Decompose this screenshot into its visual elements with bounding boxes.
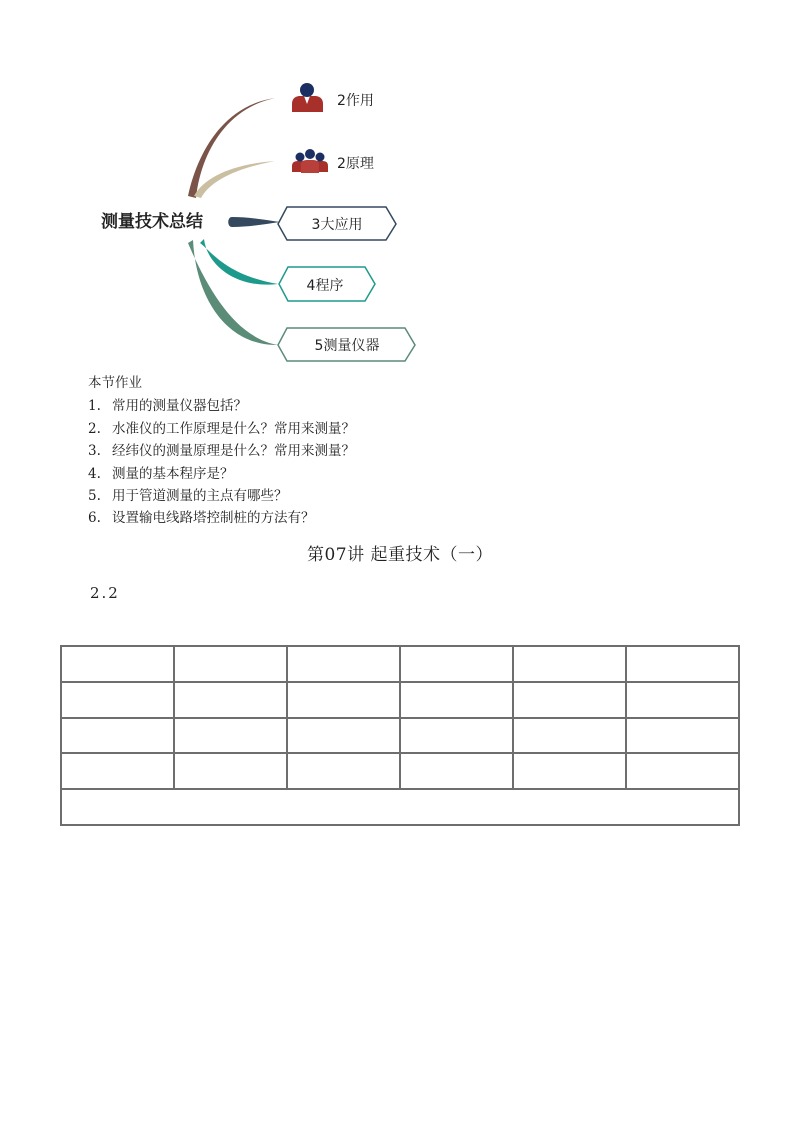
table-row [61,646,739,682]
table-cell [513,753,626,789]
homework-item [88,463,355,485]
table-cell [61,646,174,682]
table-cell [287,646,400,682]
homework-item-text: 常用的测量仪器包括？ [112,398,247,415]
homework-item-number: 3. [88,443,101,460]
homework-item-text: 经纬仪的测量原理是什么？常用来测量？ [112,443,355,460]
table-cell [626,646,739,682]
homework-item-text: 设置输电线路塔控制桩的方法有？ [112,510,315,527]
table-cell [61,753,174,789]
table-cell [400,718,513,754]
table-cell [174,753,287,789]
homework-item [88,440,355,462]
table-cell [287,753,400,789]
table-cell-merged [61,789,739,825]
homework-item-number: 5. [88,488,101,505]
mindmap-center-topic: 测量技术总结 [101,212,203,232]
branch-label-1: 2作用 [337,93,374,109]
table-cell [400,682,513,718]
table-cell [513,682,626,718]
homework-item-text: 水准仪的工作原理是什么？常用来测量？ [112,420,355,437]
table-cell [61,718,174,754]
table-row [61,753,739,789]
table-cell [174,682,287,718]
branch-connector-1 [188,98,275,198]
branch-label-4: 4程序 [306,278,344,294]
table-row [61,789,739,825]
table-row [61,682,739,718]
branch-connector-5 [188,240,278,345]
homework-item-text: 用于管道测量的主点有哪些？ [112,488,288,505]
homework-item [88,418,355,440]
mind-map [0,0,800,370]
homework-item-number: 4. [88,465,101,482]
table-cell [626,682,739,718]
table-row [61,718,739,754]
person-icon [292,83,323,112]
homework-section [88,372,355,530]
table-cell [174,718,287,754]
group-icon [292,149,328,173]
section-number: 2.2 [90,584,120,602]
table-cell [513,646,626,682]
lecture-title: 第07讲 起重技术（一） [306,545,494,565]
table-cell [287,682,400,718]
branch-connector-3 [228,217,280,227]
branch-connector-2 [194,161,275,198]
table-cell [626,753,739,789]
empty-table [60,645,740,826]
table-cell [513,718,626,754]
homework-item [88,395,355,417]
table-cell [400,646,513,682]
homework-item-number: 6. [88,510,101,527]
homework-item-number: 1. [88,398,101,415]
homework-item-text: 测量的基本程序是？ [112,465,234,482]
branch-label-2: 2原理 [337,156,374,172]
table-cell [61,682,174,718]
homework-item [88,485,355,507]
homework-title: 本节作业 [88,375,142,391]
homework-item-number: 2. [88,420,101,437]
branch-label-5: 5测量仪器 [314,338,380,354]
table-cell [400,753,513,789]
table-cell [287,718,400,754]
table-cell [174,646,287,682]
table-cell [626,718,739,754]
homework-item [88,507,355,529]
branch-label-3: 3大应用 [311,217,363,233]
branch-connector-4 [200,239,278,285]
